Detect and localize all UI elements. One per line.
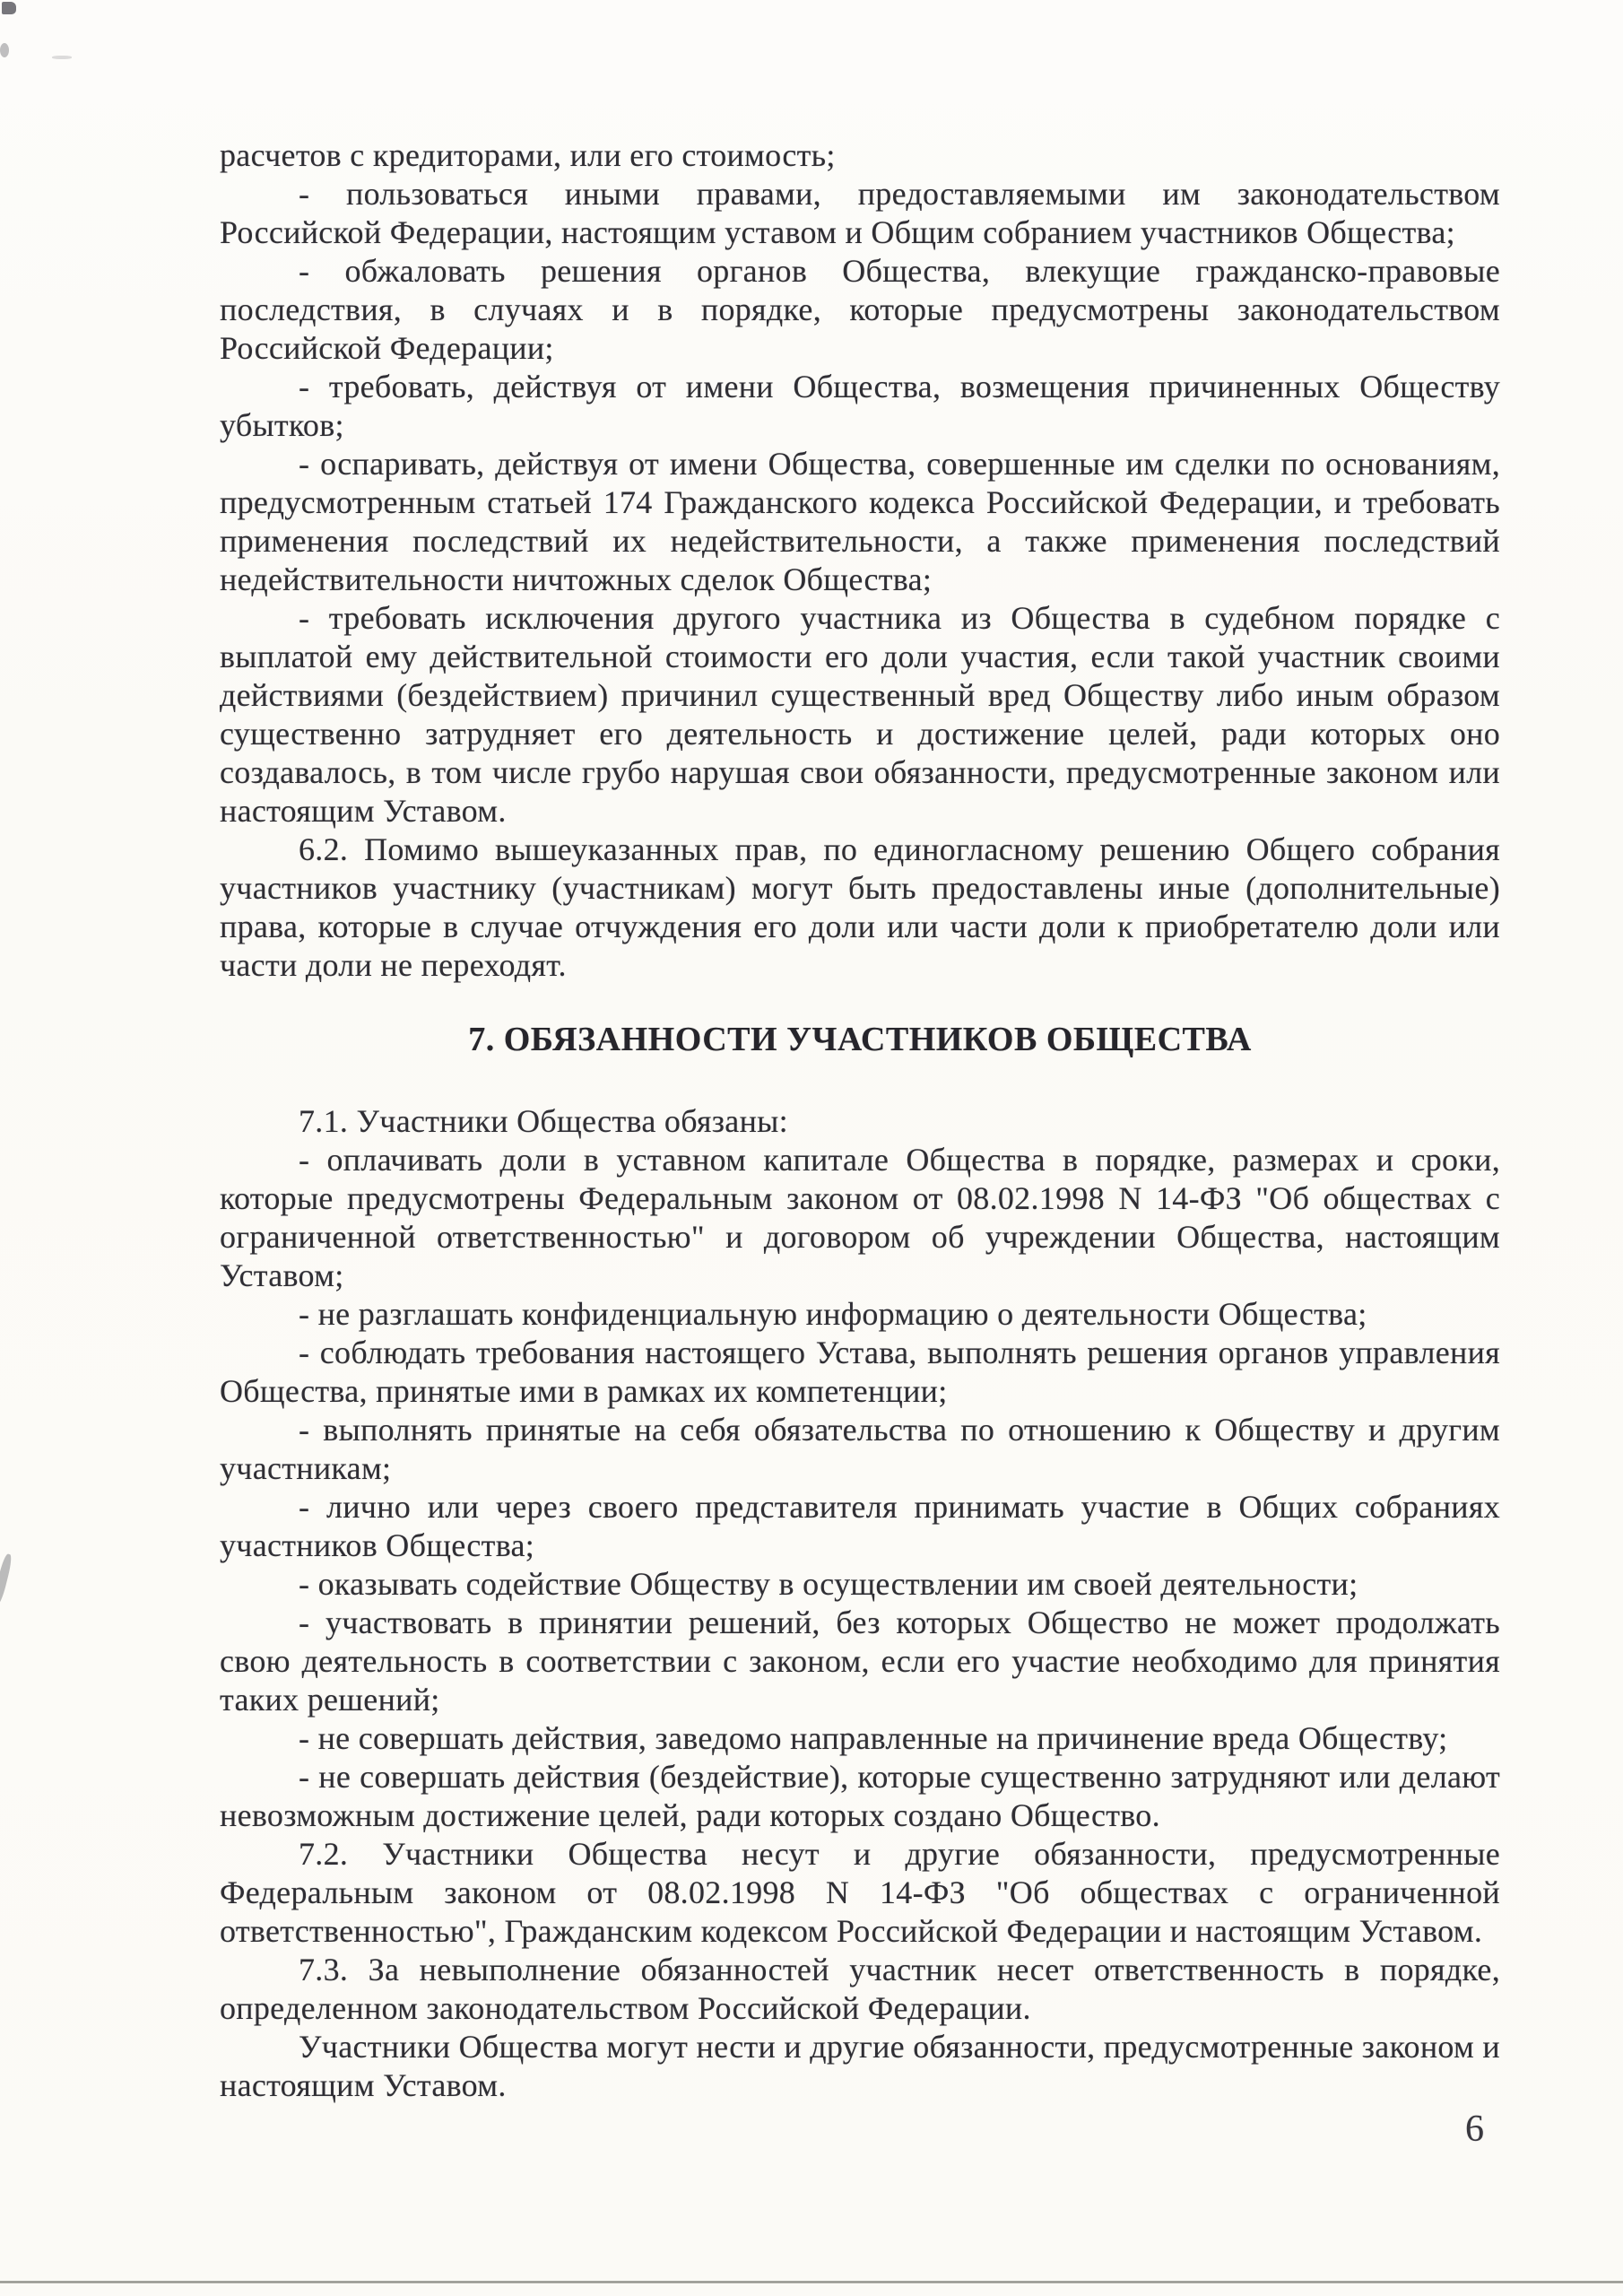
paragraph: - требовать, действуя от имени Общества, возмещения причиненных Обществу убытков;	[220, 369, 1500, 443]
paragraph: - не совершать действия (бездействие), которые существенно затрудняют или делают невозможным достижение целей, ради которых создано Общество.	[220, 1759, 1500, 1833]
paragraph: - оплачивать доли в уставном капитале Общества в порядке, размерах и сроки, которые предусмотрены Федеральным законом от 08.02.1998 N 14-ФЗ "Об обществах с ограниченной ответственностью" и договором об учреждении Общества, настоящим Уставом;	[220, 1142, 1500, 1293]
paragraph: - соблюдать требования настоящего Устава, выполнять решения органов управления Общества, принятые ими в рамках их компетенции;	[220, 1335, 1500, 1409]
paragraph: 7.3. За невыполнение обязанностей участник несет ответственность в порядке, определенном законодательством Российской Федерации.	[220, 1952, 1500, 2026]
scan-artifact-speck	[52, 56, 72, 59]
page-number: 6	[1465, 2109, 1484, 2150]
scan-bottom-edge-line	[0, 2281, 1623, 2283]
scan-artifact-speck	[0, 43, 9, 57]
paragraph: 7.2. Участники Общества несут и другие обязанности, предусмотренные Федеральным законом от 08.02.1998 N 14-ФЗ "Об обществах с ограниченной ответственностью", Гражданским кодексом Российской Федерации и настоящим Уставом.	[220, 1836, 1500, 1949]
paragraph: - оказывать содействие Обществу в осуществлении им своей деятельности;	[299, 1566, 1358, 1602]
paragraph: расчетов с кредиторами, или его стоимость;	[220, 137, 836, 173]
paragraph: Участники Общества могут нести и другие обязанности, предусмотренные законом и настоящим Уставом.	[220, 2029, 1500, 2103]
paragraph: - требовать исключения другого участника из Общества в судебном порядке с выплатой ему действительной стоимости его доли участия, если такой участник своими действиями (бездействием) причинил существенный вред Обществу либо иным образом существенно затрудняет его деятельность и достижение целей, ради которых оно создавалось, в том числе грубо нарушая свои обязанности, предусмотренные законом или настоящим Уставом.	[220, 600, 1500, 829]
paragraph: - не совершать действия, заведомо направленные на причинение вреда Обществу;	[299, 1720, 1448, 1756]
paragraph: - обжаловать решения органов Общества, влекущие гражданско-правовые последствия, в случаях и в порядке, которые предусмотрены законодательством Российской Федерации;	[220, 253, 1500, 366]
paragraph: 7.1. Участники Общества обязаны:	[299, 1103, 788, 1139]
paragraph: 6.2. Помимо вышеуказанных прав, по единогласному решению Общего собрания участников участнику (участникам) могут быть предоставлены иные (дополнительные) права, которые в случае отчуждения его доли или части доли к приобретателю доли или части доли не переходят.	[220, 831, 1500, 983]
section-heading: 7. ОБЯЗАННОСТИ УЧАСТНИКОВ ОБЩЕСТВА	[468, 1021, 1252, 1058]
scan-artifact-mark	[0, 1553, 13, 1606]
paragraph: - выполнять принятые на себя обязательства по отношению к Обществу и другим участникам;	[220, 1412, 1500, 1486]
paragraph: - пользоваться иными правами, предоставляемыми им законодательством Российской Федерации, настоящим уставом и Общим собранием участников Общества;	[220, 176, 1500, 250]
paragraph: - лично или через своего представителя принимать участие в Общих собраниях участников Общества;	[220, 1489, 1500, 1563]
paragraph: - оспаривать, действуя от имени Общества, совершенные им сделки по основаниям, предусмотренным статьей 174 Гражданского кодекса Российской Федерации, и требовать применения последствий их недействительности, а также применения последствий недействительности ничтожных сделок Общества;	[220, 446, 1500, 597]
scan-artifact-speck	[2, 2, 16, 14]
document-text	[220, 136, 1500, 2105]
paragraph: - участвовать в принятии решений, без которых Общество не может продолжать свою деятельность в соответствии с законом, если его участие необходимо для принятия таких решений;	[220, 1605, 1500, 1718]
paragraph: - не разглашать конфиденциальную информацию о деятельности Общества;	[299, 1296, 1367, 1332]
